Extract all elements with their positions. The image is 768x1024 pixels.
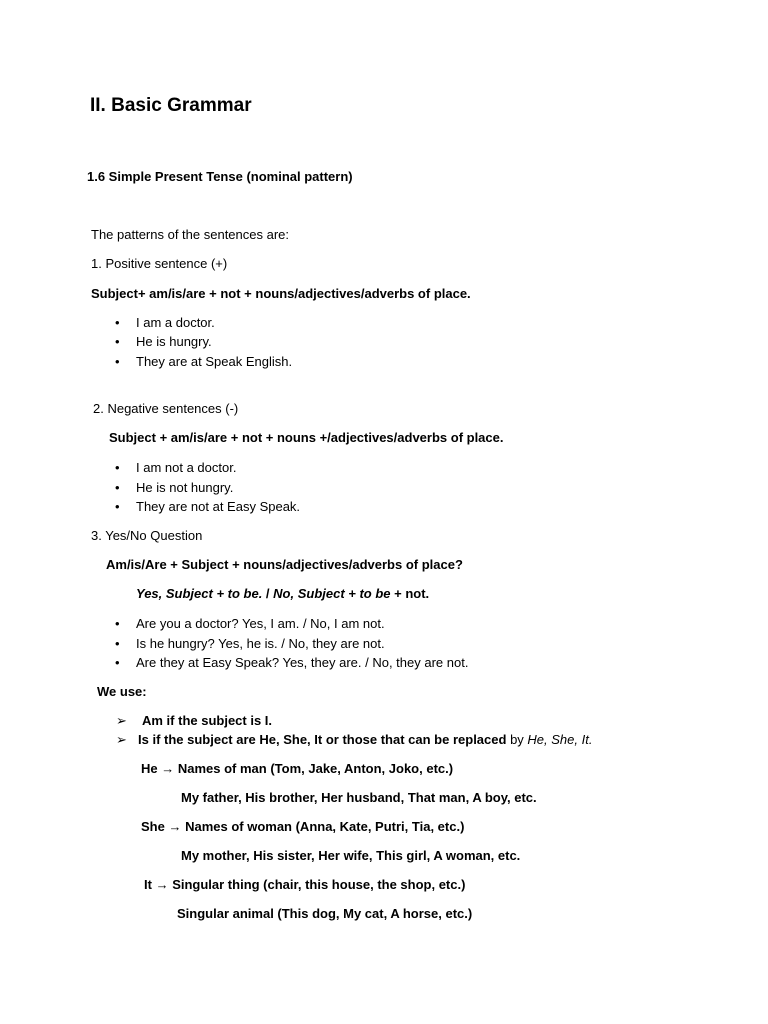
she-desc: Names of woman (Anna, Kate, Putri, Tia, etc.) — [185, 819, 465, 834]
negative-pattern: Subject + am/is/are + not + nouns +/adjectives/adverbs of place. — [109, 430, 504, 445]
arrow-bullet-icon: ➢ — [116, 732, 127, 747]
bullet-icon: • — [115, 655, 120, 670]
she-label: She — [141, 819, 165, 834]
section-heading: 1.6 Simple Present Tense (nominal pattern) — [87, 169, 353, 184]
intro-text: The patterns of the sentences are: — [91, 227, 290, 242]
bullet-icon: • — [115, 334, 120, 349]
negative-example: I am not a doctor. — [136, 460, 237, 475]
right-arrow-icon: → — [164, 819, 186, 834]
answer-sep: / — [262, 586, 274, 601]
right-arrow-icon: → — [151, 877, 173, 892]
page-title: II. Basic Grammar — [90, 95, 252, 116]
positive-example: They are at Speak English. — [136, 354, 293, 369]
question-text: Are you a doctor? — [136, 616, 239, 631]
question-example — [136, 655, 468, 671]
she-examples: My mother, His sister, Her wife, This girl, A woman, etc. — [181, 848, 521, 863]
negative-heading: 2. Negative sentences (-) — [93, 401, 239, 416]
she-line — [141, 819, 464, 835]
question-text: Are they at Easy Speak? — [136, 655, 280, 670]
usage-is-bold: Is if the subject are He, She, It or those that can be replaced — [138, 732, 511, 747]
answer-text: Yes, I am. / No, I am not. — [238, 616, 385, 631]
bullet-icon: • — [115, 354, 120, 369]
bullet-icon: • — [115, 460, 120, 475]
positive-heading: 1. Positive sentence (+) — [91, 256, 228, 271]
usage-is — [138, 732, 592, 748]
it-line — [144, 877, 465, 893]
bullet-icon: • — [115, 480, 120, 495]
question-heading: 3. Yes/No Question — [91, 528, 203, 543]
bullet-icon: • — [115, 616, 120, 631]
answer-text: Yes, he is. / No, they are not. — [214, 636, 385, 651]
question-pattern: Am/is/Are + Subject + nouns/adjectives/adverbs of place? — [106, 557, 463, 572]
answer-not: + not. — [390, 586, 430, 601]
he-examples: My father, His brother, Her husband, That man, A boy, etc. — [181, 790, 537, 805]
bullet-icon: • — [115, 636, 120, 651]
answer-text: Yes, they are. / No, they are not. — [279, 655, 469, 670]
he-label: He — [141, 761, 158, 776]
arrow-bullet-icon: ➢ — [116, 713, 127, 728]
he-desc: Names of man (Tom, Jake, Anton, Joko, etc.) — [177, 761, 454, 776]
bullet-icon: • — [115, 315, 120, 330]
usage-heading: We use: — [97, 684, 147, 699]
answer-no: No, Subject + to be — [273, 586, 391, 601]
question-example — [136, 616, 385, 632]
it-label: It — [144, 877, 152, 892]
it-desc: Singular thing (chair, this house, the shop, etc.) — [172, 877, 466, 892]
question-text: Is he hungry? — [136, 636, 215, 651]
right-arrow-icon: → — [157, 761, 178, 776]
positive-pattern: Subject+ am/is/are + not + nouns/adjectives/adverbs of place. — [91, 286, 471, 301]
it-examples: Singular animal (This dog, My cat, A horse, etc.) — [177, 906, 473, 921]
usage-am: Am if the subject is I. — [142, 713, 273, 728]
negative-example: He is not hungry. — [136, 480, 234, 495]
negative-example: They are not at Easy Speak. — [136, 499, 301, 514]
he-line — [141, 761, 453, 777]
question-example — [136, 636, 385, 652]
usage-is-pronouns: He, She, It. — [527, 732, 593, 747]
positive-example: I am a doctor. — [136, 315, 215, 330]
usage-is-by: by — [510, 732, 528, 747]
bullet-icon: • — [115, 499, 120, 514]
answer-pattern — [136, 586, 429, 602]
answer-yes: Yes, Subject + to be. — [136, 586, 263, 601]
positive-example: He is hungry. — [136, 334, 212, 349]
